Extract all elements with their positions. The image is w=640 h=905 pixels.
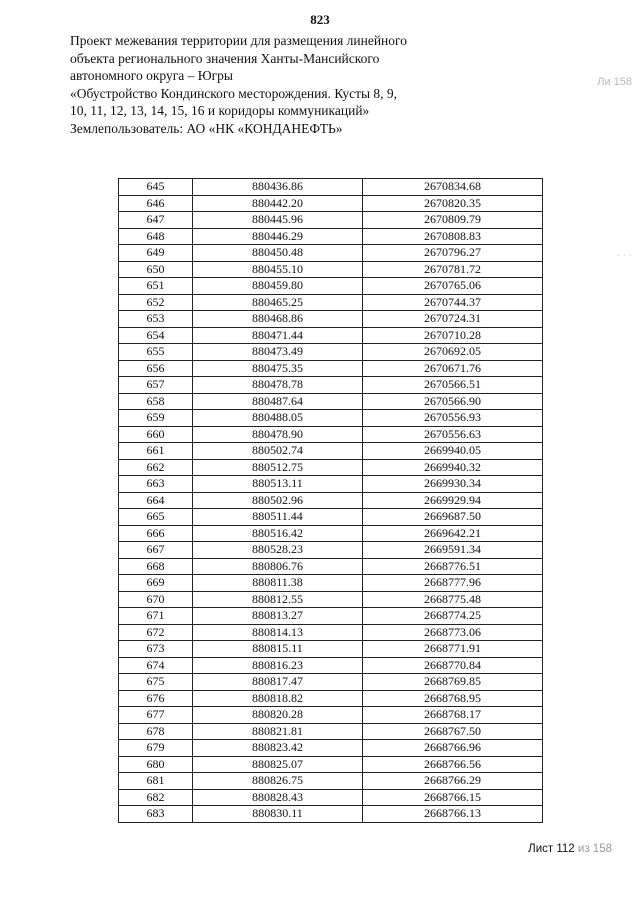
- header-line: «Обустройство Кондинского месторождения. Кусты 8, 9,: [70, 85, 398, 101]
- y-coordinate-cell: 2670781.72: [363, 261, 543, 278]
- table-row: [119, 575, 543, 592]
- y-coordinate-cell: 2670834.68: [363, 179, 543, 196]
- point-number-cell: 676: [119, 690, 193, 707]
- x-coordinate-cell: 880502.96: [193, 492, 363, 509]
- table-row: [119, 426, 543, 443]
- x-coordinate-cell: 880806.76: [193, 558, 363, 575]
- y-coordinate-cell: 2669930.34: [363, 476, 543, 493]
- y-coordinate-cell: 2668767.50: [363, 723, 543, 740]
- point-number-cell: 683: [119, 806, 193, 823]
- table-row: [119, 723, 543, 740]
- y-coordinate-cell: 2668768.17: [363, 707, 543, 724]
- x-coordinate-cell: 880478.78: [193, 377, 363, 394]
- table-row: [119, 344, 543, 361]
- y-coordinate-cell: 2670556.63: [363, 426, 543, 443]
- table-row: [119, 327, 543, 344]
- x-coordinate-cell: 880820.28: [193, 707, 363, 724]
- point-number-cell: 646: [119, 195, 193, 212]
- coordinates-table-body: [119, 179, 543, 823]
- table-row: [119, 459, 543, 476]
- x-coordinate-cell: 880446.29: [193, 228, 363, 245]
- table-row: [119, 624, 543, 641]
- y-coordinate-cell: 2670671.76: [363, 360, 543, 377]
- y-coordinate-cell: 2668768.95: [363, 690, 543, 707]
- x-coordinate-cell: 880821.81: [193, 723, 363, 740]
- table-row: [119, 212, 543, 229]
- y-coordinate-cell: 2668769.85: [363, 674, 543, 691]
- page-number: 823: [310, 12, 330, 27]
- point-number-cell: 679: [119, 740, 193, 757]
- point-number-cell: 647: [119, 212, 193, 229]
- x-coordinate-cell: 880436.86: [193, 179, 363, 196]
- table-row: [119, 228, 543, 245]
- table-row: [119, 195, 543, 212]
- x-coordinate-cell: 880488.05: [193, 410, 363, 427]
- table-row: [119, 492, 543, 509]
- point-number-cell: 665: [119, 509, 193, 526]
- point-number-cell: 654: [119, 327, 193, 344]
- x-coordinate-cell: 880830.11: [193, 806, 363, 823]
- y-coordinate-cell: 2670809.79: [363, 212, 543, 229]
- x-coordinate-cell: 880442.20: [193, 195, 363, 212]
- x-coordinate-cell: 880815.11: [193, 641, 363, 658]
- y-coordinate-cell: 2668766.15: [363, 789, 543, 806]
- point-number-cell: 649: [119, 245, 193, 262]
- y-coordinate-cell: 2670566.51: [363, 377, 543, 394]
- point-number-cell: 678: [119, 723, 193, 740]
- point-number-cell: 660: [119, 426, 193, 443]
- x-coordinate-cell: 880459.80: [193, 278, 363, 295]
- x-coordinate-cell: 880512.75: [193, 459, 363, 476]
- point-number-cell: 673: [119, 641, 193, 658]
- y-coordinate-cell: 2670808.83: [363, 228, 543, 245]
- table-row: [119, 707, 543, 724]
- y-coordinate-cell: 2669687.50: [363, 509, 543, 526]
- y-coordinate-cell: 2670556.93: [363, 410, 543, 427]
- point-number-cell: 657: [119, 377, 193, 394]
- table-row: [119, 509, 543, 526]
- point-number-cell: 672: [119, 624, 193, 641]
- table-row: [119, 294, 543, 311]
- table-row: [119, 806, 543, 823]
- header-line: объекта регионального значения Ханты-Мансийского: [70, 50, 380, 66]
- table-row: [119, 179, 543, 196]
- y-coordinate-cell: 2668773.06: [363, 624, 543, 641]
- point-number-cell: 670: [119, 591, 193, 608]
- point-number-cell: 668: [119, 558, 193, 575]
- table-row: [119, 476, 543, 493]
- table-row: [119, 591, 543, 608]
- x-coordinate-cell: 880813.27: [193, 608, 363, 625]
- table-row: [119, 261, 543, 278]
- table-row: [119, 360, 543, 377]
- point-number-cell: 669: [119, 575, 193, 592]
- table-row: [119, 393, 543, 410]
- y-coordinate-cell: 2668776.51: [363, 558, 543, 575]
- y-coordinate-cell: 2669591.34: [363, 542, 543, 559]
- x-coordinate-cell: 880816.23: [193, 657, 363, 674]
- point-number-cell: 659: [119, 410, 193, 427]
- table-row: [119, 657, 543, 674]
- point-number-cell: 675: [119, 674, 193, 691]
- x-coordinate-cell: 880465.25: [193, 294, 363, 311]
- point-number-cell: 648: [119, 228, 193, 245]
- table-row: [119, 756, 543, 773]
- table-row: [119, 789, 543, 806]
- table-row: [119, 773, 543, 790]
- x-coordinate-cell: 880828.43: [193, 789, 363, 806]
- x-coordinate-cell: 880818.82: [193, 690, 363, 707]
- point-number-cell: 653: [119, 311, 193, 328]
- margin-mark-icon: · · ·: [616, 250, 632, 261]
- point-number-cell: 652: [119, 294, 193, 311]
- y-coordinate-cell: 2668771.91: [363, 641, 543, 658]
- table-row: [119, 690, 543, 707]
- point-number-cell: 664: [119, 492, 193, 509]
- x-coordinate-cell: 880826.75: [193, 773, 363, 790]
- y-coordinate-cell: 2670796.27: [363, 245, 543, 262]
- table-row: [119, 311, 543, 328]
- x-coordinate-cell: 880823.42: [193, 740, 363, 757]
- x-coordinate-cell: 880817.47: [193, 674, 363, 691]
- point-number-cell: 682: [119, 789, 193, 806]
- point-number-cell: 650: [119, 261, 193, 278]
- x-coordinate-cell: 880450.48: [193, 245, 363, 262]
- y-coordinate-cell: 2670566.90: [363, 393, 543, 410]
- y-coordinate-cell: 2668766.96: [363, 740, 543, 757]
- point-number-cell: 651: [119, 278, 193, 295]
- x-coordinate-cell: 880471.44: [193, 327, 363, 344]
- y-coordinate-cell: 2670692.05: [363, 344, 543, 361]
- y-coordinate-cell: 2670820.35: [363, 195, 543, 212]
- table-row: [119, 641, 543, 658]
- sheet-of: из 158: [577, 843, 612, 855]
- y-coordinate-cell: 2668766.29: [363, 773, 543, 790]
- point-number-cell: 645: [119, 179, 193, 196]
- point-number-cell: 658: [119, 393, 193, 410]
- point-number-cell: 662: [119, 459, 193, 476]
- y-coordinate-cell: 2668766.13: [363, 806, 543, 823]
- header-line: Землепользователь: АО «НК «КОНДАНЕФТЬ»: [70, 120, 343, 136]
- point-number-cell: 661: [119, 443, 193, 460]
- y-coordinate-cell: 2670765.06: [363, 278, 543, 295]
- point-number-cell: 680: [119, 756, 193, 773]
- y-coordinate-cell: 2668775.48: [363, 591, 543, 608]
- x-coordinate-cell: 880487.64: [193, 393, 363, 410]
- document-header: [70, 32, 407, 137]
- header-line: 10, 11, 12, 13, 14, 15, 16 и коридоры коммуникаций»: [70, 103, 370, 118]
- table-row: [119, 410, 543, 427]
- y-coordinate-cell: 2668774.25: [363, 608, 543, 625]
- table-row: [119, 542, 543, 559]
- x-coordinate-cell: 880516.42: [193, 525, 363, 542]
- x-coordinate-cell: 880468.86: [193, 311, 363, 328]
- x-coordinate-cell: 880478.90: [193, 426, 363, 443]
- table-row: [119, 608, 543, 625]
- table-row: [119, 245, 543, 262]
- x-coordinate-cell: 880528.23: [193, 542, 363, 559]
- table-row: [119, 674, 543, 691]
- header-line: автономного округа – Югры: [70, 68, 233, 83]
- table-row: [119, 558, 543, 575]
- coordinates-table: [118, 178, 543, 823]
- x-coordinate-cell: 880814.13: [193, 624, 363, 641]
- y-coordinate-cell: 2669940.05: [363, 443, 543, 460]
- x-coordinate-cell: 880473.49: [193, 344, 363, 361]
- table-row: [119, 525, 543, 542]
- point-number-cell: 671: [119, 608, 193, 625]
- header-line: Проект межевания территории для размещения линейного: [70, 33, 407, 48]
- table-row: [119, 377, 543, 394]
- x-coordinate-cell: 880502.74: [193, 443, 363, 460]
- y-coordinate-cell: 2669642.21: [363, 525, 543, 542]
- point-number-cell: 681: [119, 773, 193, 790]
- sheet-footer: [528, 843, 612, 855]
- y-coordinate-cell: 2670724.31: [363, 311, 543, 328]
- y-coordinate-cell: 2670710.28: [363, 327, 543, 344]
- point-number-cell: 663: [119, 476, 193, 493]
- y-coordinate-cell: 2669929.94: [363, 492, 543, 509]
- point-number-cell: 667: [119, 542, 193, 559]
- table-row: [119, 740, 543, 757]
- x-coordinate-cell: 880513.11: [193, 476, 363, 493]
- margin-stamp: Ли 158: [597, 76, 632, 88]
- point-number-cell: 677: [119, 707, 193, 724]
- sheet-label: Лист 112: [528, 843, 575, 855]
- x-coordinate-cell: 880811.38: [193, 575, 363, 592]
- x-coordinate-cell: 880475.35: [193, 360, 363, 377]
- x-coordinate-cell: 880812.55: [193, 591, 363, 608]
- y-coordinate-cell: 2670744.37: [363, 294, 543, 311]
- point-number-cell: 666: [119, 525, 193, 542]
- x-coordinate-cell: 880825.07: [193, 756, 363, 773]
- point-number-cell: 656: [119, 360, 193, 377]
- x-coordinate-cell: 880445.96: [193, 212, 363, 229]
- point-number-cell: 655: [119, 344, 193, 361]
- x-coordinate-cell: 880511.44: [193, 509, 363, 526]
- table-row: [119, 278, 543, 295]
- x-coordinate-cell: 880455.10: [193, 261, 363, 278]
- y-coordinate-cell: 2668770.84: [363, 657, 543, 674]
- y-coordinate-cell: 2668777.96: [363, 575, 543, 592]
- y-coordinate-cell: 2669940.32: [363, 459, 543, 476]
- table-row: [119, 443, 543, 460]
- y-coordinate-cell: 2668766.56: [363, 756, 543, 773]
- point-number-cell: 674: [119, 657, 193, 674]
